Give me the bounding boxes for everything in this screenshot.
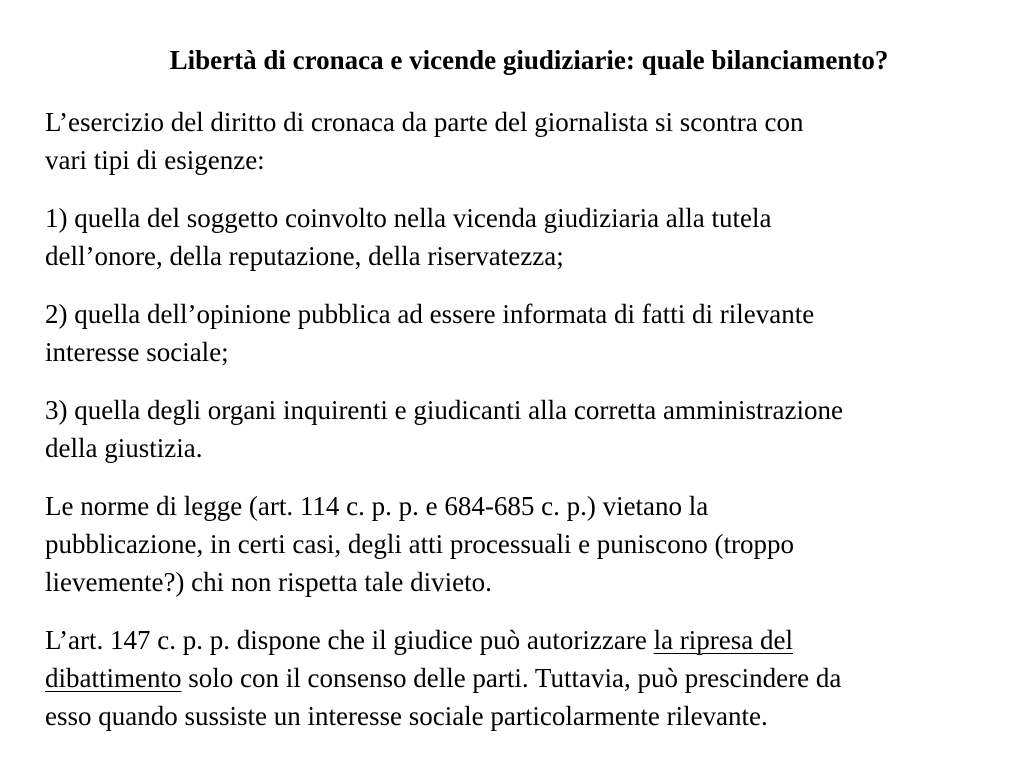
text-line: vari tipi di esigenze: — [45, 145, 265, 175]
text-line — [45, 659, 1020, 697]
slide-title: Libertà di cronaca e vicende giudiziarie: quale bilanciamento? — [169, 45, 889, 75]
underlined-phrase: la ripresa del — [653, 625, 793, 655]
text-line: L’esercizio del diritto di cronaca da parte del giornalista si scontra con — [45, 107, 804, 137]
text-segment: L’art. 147 c. p. p. dispone che il giudice può autorizzare — [45, 625, 654, 655]
text-line: lievemente?) chi non rispetta tale divieto. — [45, 567, 492, 597]
paragraph-norms — [45, 487, 1020, 601]
text-line — [45, 621, 1020, 659]
slide-body — [45, 103, 1020, 755]
paragraph-item-1 — [45, 199, 1020, 275]
text-line: esso quando sussiste un interesse sociale particolarmente rilevante. — [45, 701, 768, 731]
text-line: 3) quella degli organi inquirenti e giudicanti alla corretta amministrazione — [45, 395, 843, 425]
underlined-phrase: dibattimento — [45, 663, 182, 693]
text-line: Le norme di legge (art. 114 c. p. p. e 684-685 c. p.) vietano la — [45, 491, 709, 521]
text-line: dell’onore, della reputazione, della riservatezza; — [45, 241, 564, 271]
text-line: della giustizia. — [45, 433, 203, 463]
text-line: 1) quella del soggetto coinvolto nella vicenda giudiziaria alla tutela — [45, 203, 772, 233]
text-line: interesse sociale; — [45, 337, 229, 367]
paragraph-intro — [45, 103, 1020, 179]
paragraph-item-3 — [45, 391, 1020, 467]
text-line: pubblicazione, in certi casi, degli atti processuali e puniscono (troppo — [45, 529, 795, 559]
text-segment: solo con il consenso delle parti. Tuttavia, può prescindere da — [181, 663, 842, 693]
paragraph-art-147 — [45, 621, 1020, 735]
text-line: 2) quella dell’opinione pubblica ad essere informata di fatti di rilevante — [45, 299, 815, 329]
paragraph-item-2 — [45, 295, 1020, 371]
